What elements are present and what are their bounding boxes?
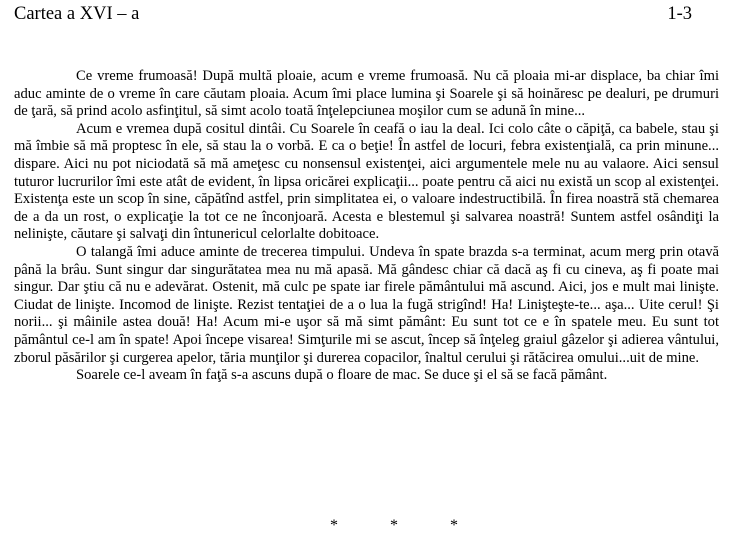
chapter-title: Cartea a XVI – a [14, 4, 140, 24]
paragraph-3: O talangă îmi aduce aminte de trecerea timpului. Undeva în spate brazda s-a terminat, acum merg prin otavă până la brâu. Sunt singur dar singurătatea mea nu mă apasă. Mă gândesc chiar că dacă aş fi cu cineva, aş fi poate mai singur. Dar ştiu că nu e adevărat. Ostenit, mă culc pe spate iar firele pământului mă ascund. Aici, jos e mult mai linişte. Ciudat de linişte. Incomod de linişte. Rezist tentaţiei de a o lua la fugă strigînd! Ha! Linişteşte-te... aşa... Uite cerul! Şi norii... şi mâinile astea două! Ha! Acum mi-e uşor să mă simt pământ: Eu sunt tot ce e în spatele meu. Eu sunt tot pământul ce-l am în spate! Apoi începe visarea! Simţurile mi se ascut, încep să înţeleg graiul gâzelor şi adierea vântului, zborul păsărilor şi curgerea apelor, tăria munţilor şi durerea copacilor, înaltul cerului şi rătăcirea omului...uit de mine. [14, 243, 719, 366]
separator-asterisk: * [330, 517, 338, 534]
paragraph-2: Acum e vremea după cositul dintâi. Cu Soarele în ceafă o iau la deal. Ici colo câte o căpiţă, ca babele, stau şi mă îmbie să mă proptesc în ele, să stau la o vorbă. E ca o beţie! În astfel de locuri, febra existenţială, ca prin minune... dispare. Aici nu pot niciodată să mă ameţesc cu nonsensul existenţei, aici argumentele mele nu au valaore. Aici sensul tuturor lucrurilor îmi este atât de evident, în lipsa oricărei explicaţii... poate pentru că aici nu există un scop al existenţei. Existenţa este un scop în sine, căpătînd astfel, prin simplitatea ei, o valoare indestructibilă. În firea noastră stă chemarea de a da un rost, o explicaţie la tot ce ne înconjoară. Acesta e blestemul şi salvarea noastră! Suntem astfel osândiţi la nelinişte, căutare şi salvaţi din întunericul celorlalte dobitoace. [14, 120, 719, 243]
page-number: 1-3 [667, 4, 692, 24]
paragraph-4: Soarele ce-l aveam în faţă s-a ascuns după o floare de mac. Se duce şi el să se facă pământ. [76, 367, 608, 384]
section-separator [330, 517, 510, 535]
document-body [14, 68, 719, 385]
paragraph-1: Ce vreme frumoasă! După multă ploaie, acum e vreme frumoasă. Nu că ploaia mi-ar displace, ba chiar îmi aduc aminte de o vreme în care căutam ploaia. Acum îmi place lumina şi Soarele şi să hoinăresc pe dealuri, pe drumuri de ţară, să prind acolo asfinţitul, să simt acolo toată înţelepciunea moşilor cum se adună în mine... [14, 68, 719, 120]
separator-asterisk: * [450, 517, 458, 534]
page-header [14, 4, 692, 28]
separator-asterisk: * [390, 517, 398, 534]
